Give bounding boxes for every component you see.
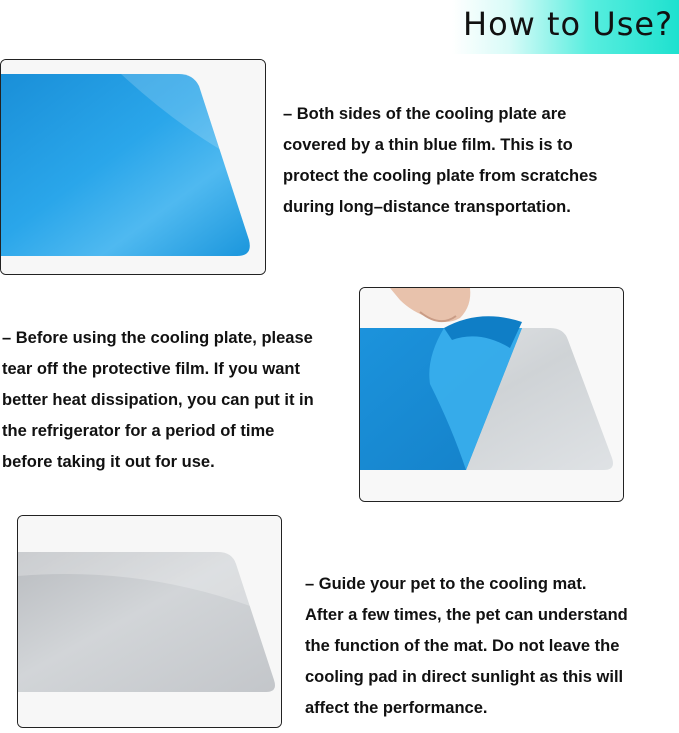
step-3-line: the function of the mat. Do not leave the xyxy=(305,637,620,655)
step-2-line: the refrigerator for a period of time xyxy=(2,422,275,440)
step-2-line: before taking it out for use. xyxy=(2,453,215,471)
page-title: How to Use? xyxy=(463,5,674,43)
step-1-line: covered by a thin blue film. This is to xyxy=(283,136,573,154)
step-2-line: tear off the protective film. If you want xyxy=(2,360,300,378)
peeling-film-photo xyxy=(359,287,624,502)
step-3-line: – Guide your pet to the cooling mat. xyxy=(305,575,587,593)
step-3-description xyxy=(305,569,675,724)
silver-plate-photo xyxy=(17,515,282,728)
step-3-line: affect the performance. xyxy=(305,699,488,717)
step-2-description xyxy=(2,323,352,478)
step-3-line: cooling pad in direct sunlight as this will xyxy=(305,668,624,686)
step-2-line: – Before using the cooling plate, please xyxy=(2,329,313,347)
step-3-line: After a few times, the pet can understand xyxy=(305,606,628,624)
blue-film-plate-photo xyxy=(0,59,266,275)
step-1-description xyxy=(283,99,653,223)
step-1-line: – Both sides of the cooling plate are xyxy=(283,105,567,123)
step-1-line: during long–distance transportation. xyxy=(283,198,571,216)
step-1-line: protect the cooling plate from scratches xyxy=(283,167,598,185)
step-2-line: better heat dissipation, you can put it in xyxy=(2,391,314,409)
